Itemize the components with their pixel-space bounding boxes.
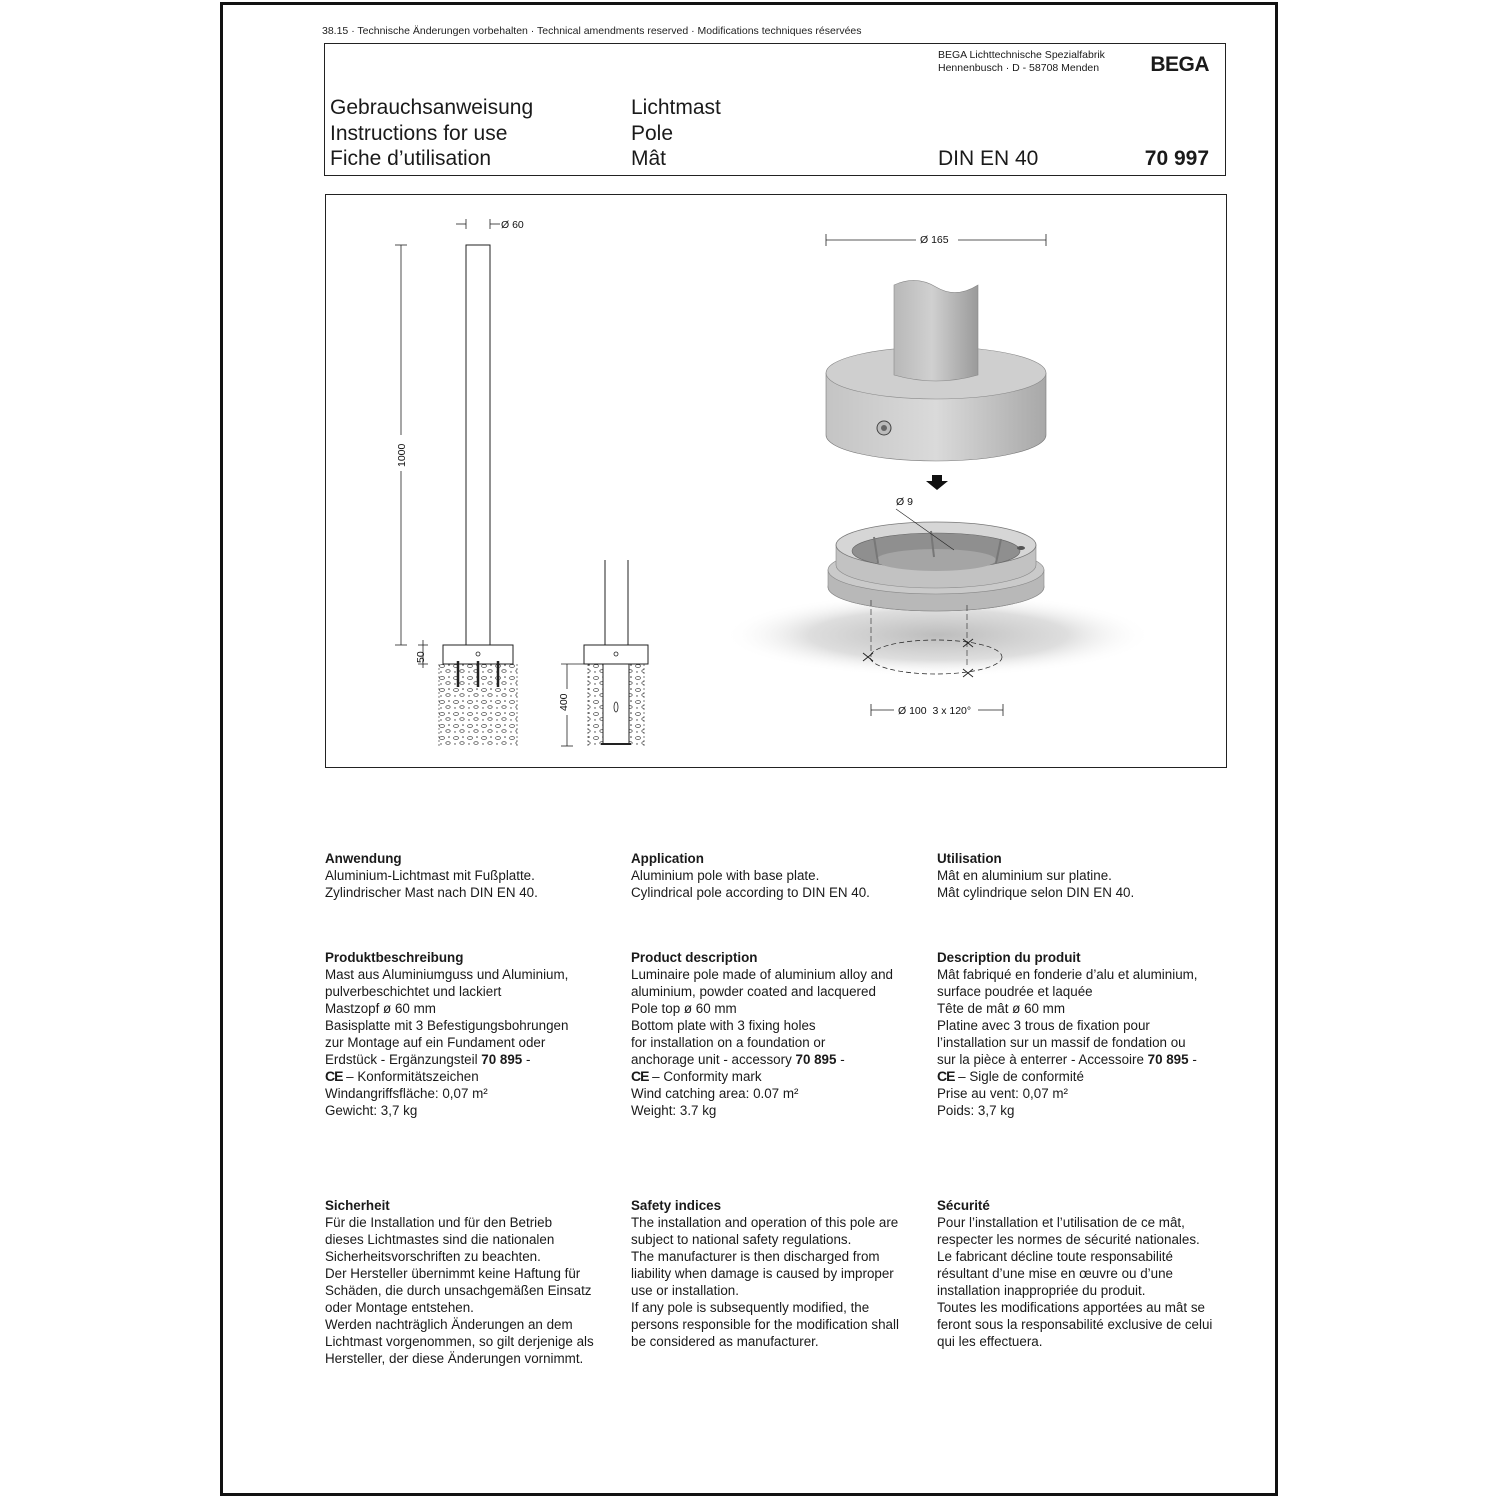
application-fr xyxy=(937,850,1237,901)
product-en-accessory: 70 895 xyxy=(795,1052,837,1067)
base-perspective xyxy=(723,232,1153,717)
product-de-text-b: - xyxy=(522,1052,531,1067)
drawing-svg xyxy=(326,195,1227,768)
product-fr-text xyxy=(937,966,1237,1119)
ce-mark-icon: CE xyxy=(631,1068,649,1084)
product-names xyxy=(631,95,721,172)
application-en xyxy=(631,850,931,901)
product-en-text-c: Wind catching area: 0.07 m² Weight: 3.7 kg xyxy=(631,1086,799,1118)
company-location: Hennenbusch · D - 58708 Menden xyxy=(938,62,1100,74)
title-de: Gebrauchsanweisung xyxy=(330,96,534,119)
product-de-text xyxy=(325,966,625,1119)
technical-drawing xyxy=(325,194,1227,768)
product-de-text-a: Mast aus Aluminiumguss und Aluminium, pulverbeschichtet und lackiert Mastzopf ø 60 mm Basisplatte mit 3 Befestigungsbohrungen zur Montage auf ein Fundament oder Erdstück - Ergänzungsteil xyxy=(325,967,569,1067)
application-en-text: Aluminium pole with base plate. Cylindrical pole according to DIN EN 40. xyxy=(631,868,870,900)
document-titles xyxy=(330,95,533,172)
brand-logo: BEGA xyxy=(1150,53,1209,76)
ce-mark-icon: CE xyxy=(325,1068,343,1084)
pole-elevation xyxy=(394,219,524,746)
product-fr-text-b: - xyxy=(1188,1052,1197,1067)
product-fr-accessory: 70 895 xyxy=(1147,1052,1189,1067)
safety-de-text: Für die Installation und für den Betrieb dieses Lichtmastes sind die nationalen Sicherheitsvorschriften zu beachten. Der Hersteller übernimmt keine Haftung für Schäden, die durch unsachgemäßen Einsatz oder Montage entstehen. Werden nachträglich Änderungen an dem Lichtmast vorgenommen, so gilt derjenige als Hersteller, der diese Änderungen vornimmt. xyxy=(325,1215,594,1366)
product-name-fr: Mât xyxy=(631,147,667,170)
product-en xyxy=(631,949,931,1119)
dim-pole-top: Ø 60 xyxy=(501,219,524,231)
dim-height: 1000 xyxy=(396,443,408,467)
dim-plate: 50 xyxy=(415,651,427,663)
application-fr-title: Utilisation xyxy=(937,851,1002,866)
dim-hole: Ø 9 xyxy=(896,496,913,508)
product-de-accessory: 70 895 xyxy=(481,1052,523,1067)
title-fr: Fiche d’utilisation xyxy=(330,147,492,170)
company-address xyxy=(938,49,1105,75)
product-de-ce-text: – Konformitätszeichen xyxy=(342,1069,479,1084)
product-en-text-b: - xyxy=(836,1052,845,1067)
product-fr-text-a: Mât fabriqué en fonderie d’alu et aluminium, surface poudrée et laquée Tête de mât ø 60 mm Platine avec 3 trous de fixation pour l’installation sur un massif de fondation ou sur la pièce à enterrer - Accessoire xyxy=(937,967,1198,1067)
dim-base: Ø 165 xyxy=(920,234,949,246)
product-en-title: Product description xyxy=(631,950,758,965)
safety-fr-title: Sécurité xyxy=(937,1198,990,1213)
application-en-title: Application xyxy=(631,851,704,866)
product-de-text-c: Windangriffsfläche: 0,07 m² Gewicht: 3,7 kg xyxy=(325,1086,488,1118)
dim-depth: 400 xyxy=(558,693,570,711)
safety-de-title: Sicherheit xyxy=(325,1198,390,1213)
product-en-ce-text: – Conformity mark xyxy=(648,1069,762,1084)
article-number: 70 997 xyxy=(1144,147,1209,170)
product-fr-title: Description du produit xyxy=(937,950,1081,965)
product-fr-text-c: Prise au vent: 0,07 m² Poids: 3,7 kg xyxy=(937,1086,1068,1118)
pole-section-anchor xyxy=(558,560,648,746)
product-en-text xyxy=(631,966,931,1119)
revision-note: 38.15 · Technische Änderungen vorbehalten · Technical amendments reserved · Modifications techniques réservées xyxy=(322,25,862,37)
dim-bolt-circle: Ø 100 3 x 120° xyxy=(898,705,972,717)
product-en-text-a: Luminaire pole made of aluminium alloy and aluminium, powder coated and lacquered Pole top ø 60 mm Bottom plate with 3 fixing holes for installation on a foundation or anchorage unit - accessory xyxy=(631,967,894,1067)
ce-mark-icon: CE xyxy=(937,1068,955,1084)
norm-standard: DIN EN 40 xyxy=(938,147,1039,170)
application-fr-text: Mât en aluminium sur platine. Mât cylindrique selon DIN EN 40. xyxy=(937,868,1135,900)
safety-en-title: Safety indices xyxy=(631,1198,722,1213)
application-de xyxy=(325,850,625,901)
safety-fr xyxy=(937,1197,1237,1350)
application-de-text: Aluminium-Lichtmast mit Fußplatte. Zylindrischer Mast nach DIN EN 40. xyxy=(325,868,538,900)
title-en: Instructions for use xyxy=(330,121,508,145)
product-fr-ce-text: – Sigle de conformité xyxy=(954,1069,1084,1084)
product-name-de: Lichtmast xyxy=(631,96,721,119)
safety-fr-text: Pour l’installation et l’utilisation de ce mât, respecter les normes de sécurité nationales. Le fabricant décline toute responsabilité résultant d’une mise en œuvre ou d’une installation inappropriée du produit. Toutes les modifications apportées au mât se feront sous la responsabilité exclusive de celui qui les effectuera. xyxy=(937,1215,1213,1349)
product-name-en: Pole xyxy=(631,121,674,145)
safety-en-text: The installation and operation of this pole are subject to national safety regulations. The manufacturer is then discharged from liability when damage is caused by improper use or installation. If any pole is subsequently modified, the persons responsible for the modification shall be considered as manufacturer. xyxy=(631,1215,899,1349)
product-fr xyxy=(937,949,1237,1119)
product-de-title: Produktbeschreibung xyxy=(325,950,464,965)
safety-en xyxy=(631,1197,931,1350)
company-name: BEGA Lichttechnische Spezialfabrik xyxy=(938,49,1105,61)
product-de xyxy=(325,949,625,1119)
safety-de xyxy=(325,1197,625,1367)
application-de-title: Anwendung xyxy=(325,851,402,866)
document-header xyxy=(324,43,1226,176)
